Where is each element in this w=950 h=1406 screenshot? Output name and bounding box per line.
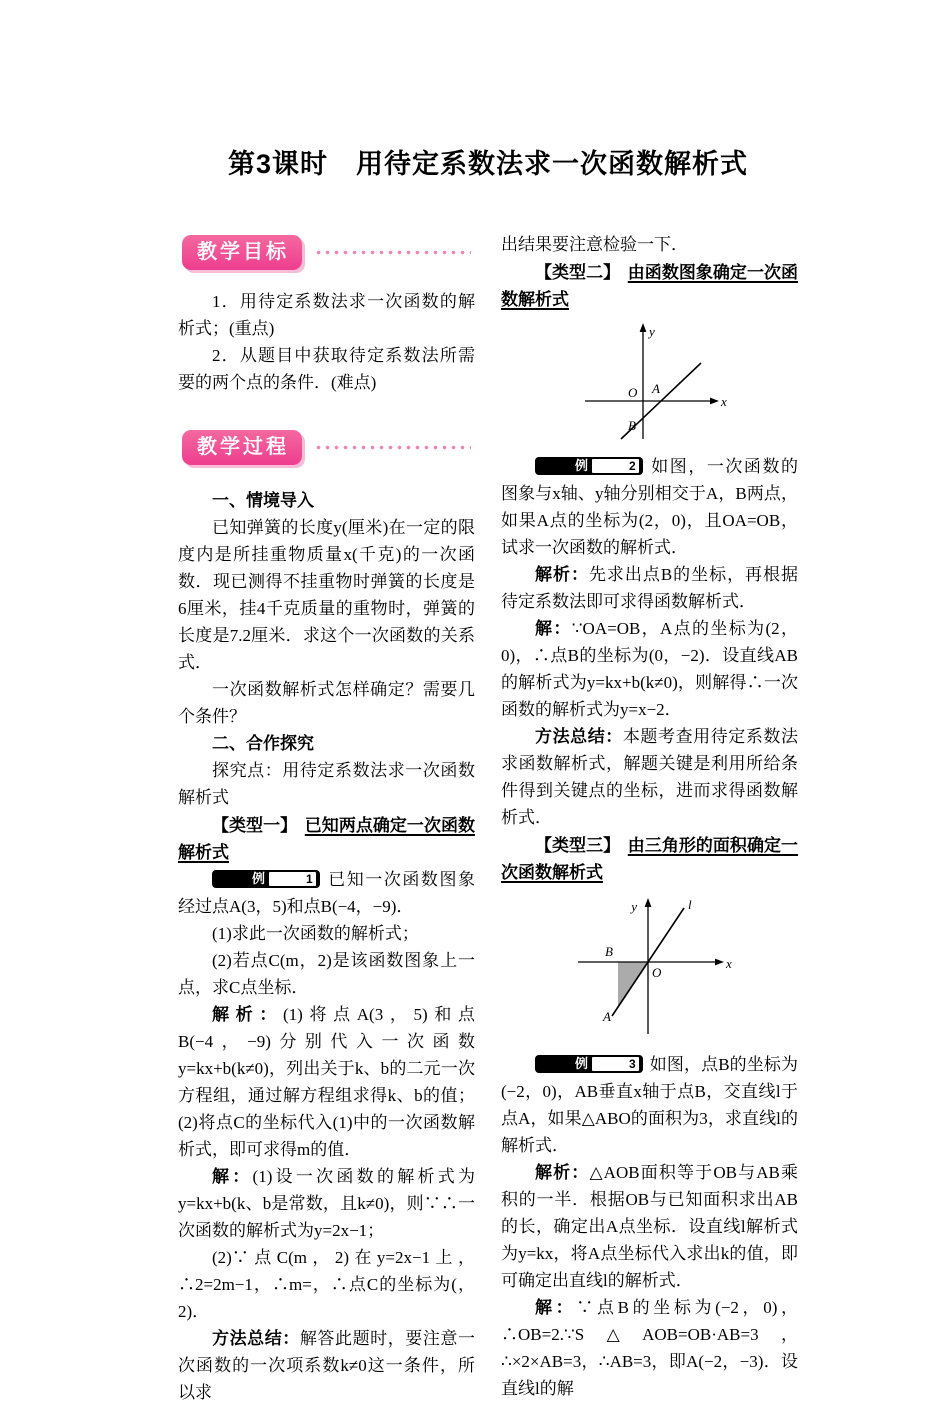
- example1-paragraph: [178, 866, 475, 920]
- dotted-rule: [314, 250, 471, 255]
- analysis2-paragraph: [501, 561, 798, 615]
- type2-title: 由函数图象确定一次函数解析式: [501, 263, 799, 309]
- type2-coordinate-graph: [501, 319, 798, 449]
- summary2-text: 本题考查用待定系数法求函数解析式，解题关键是利用所给条件得到关键点的坐标，进而求得函数解析式．: [501, 727, 799, 827]
- y-axis-arrow-icon: [644, 898, 651, 907]
- solution1-paragraph: [178, 1163, 475, 1244]
- analysis2-text: 先求出点B的坐标，再根据待定系数法即可求得函数解析式．: [501, 565, 799, 611]
- example1-text: 已知一次函数图象经过点A(3，5)和点B(−4，−9)．: [178, 870, 475, 916]
- analysis3-text: △AOB面积等于OB与AB乘积的一半．根据OB与已知面积求出AB的长，确定出A点坐标．设直线l解析式为y=kx，将A点坐标代入求出k的值，即可确定出直线l的解析式．: [501, 1163, 798, 1290]
- type3-title: 由三角形的面积确定一次函数解析式: [501, 836, 799, 882]
- teaching-process-header: [182, 430, 475, 465]
- solution-label: 解：: [212, 1167, 253, 1186]
- type2-header: [501, 259, 798, 313]
- solution3-paragraph: [501, 1294, 798, 1402]
- example3-paragraph: [501, 1051, 798, 1159]
- type3-header: [501, 832, 798, 886]
- example-badge-label: 例: [575, 1056, 589, 1071]
- method-summary-label: 方法总结：: [535, 727, 623, 746]
- solution3-text: ∵点B的坐标为(−2，0)，∴OB=2.∵S△AOB=OB·AB=3，∴×2×AB=3，∴AB=3，即A(−2，−3)．设直线l的解: [501, 1298, 799, 1398]
- origin-label: O: [627, 385, 637, 400]
- y-axis-arrow-icon: [639, 323, 646, 332]
- intro-paragraph-2: 一次函数解析式怎样确定？需要几个条件？: [178, 680, 475, 726]
- summary2-paragraph: [501, 723, 798, 831]
- point-a-label: A: [651, 381, 660, 396]
- teaching-goal-badge: 教学目标: [182, 235, 302, 270]
- solution2-paragraph: [501, 615, 798, 723]
- example-badge-number: 3: [592, 1057, 639, 1071]
- example3-text: 如图，点B的坐标为(−2，0)，AB垂直x轴于点B，交直线l于点A，如果△ABO的面积为3，求直线l的解析式．: [501, 1055, 798, 1155]
- origin-label: O: [651, 965, 661, 980]
- section-intro-heading: 一、情境导入: [212, 491, 314, 510]
- solution-label: 解：: [535, 1298, 577, 1317]
- intro-paragraph-1: 已知弹簧的长度y(厘米)在一定的限度内是所挂重物质量x(千克)的一次函数．现已测得不挂重物时弹簧的长度是6厘米，挂4千克质量的重物时，弹簧的长度是7.2厘米．求这个一次函数的关系式．: [178, 518, 475, 672]
- left-column: [178, 231, 475, 1406]
- example1-badge: [212, 870, 320, 888]
- type2-tag: 【类型二】: [535, 263, 621, 282]
- solution2-text: ∵OA=OB，A点的坐标为(2，0)，∴点B的坐标为(0，−2)．设直线AB的解析式为y=kx+b(k≠0)，则解得∴一次函数的解析式为y=x−2．: [501, 619, 799, 719]
- example-badge-label: 例: [252, 871, 266, 886]
- analysis1-paragraph: [178, 1001, 475, 1163]
- analysis-label: 解析：: [535, 565, 589, 584]
- teaching-goal-header: [182, 235, 475, 270]
- dotted-rule: [314, 445, 471, 450]
- x-axis-arrow-icon: [710, 398, 719, 405]
- analysis-label: 解析：: [535, 1163, 590, 1182]
- example3-badge: [535, 1055, 643, 1073]
- solution1-text: (1)设一次函数的解析式为y=kx+b(k、b是常数，且k≠0)，则∵∴一次函数的解析式为y=2x−1；: [178, 1167, 475, 1240]
- example2-badge: [535, 457, 643, 475]
- page-title: 第3课时 用待定系数法求一次函数解析式: [227, 149, 748, 179]
- summary1-paragraph: [178, 1325, 475, 1406]
- graph2-svg: [560, 892, 740, 1042]
- point-b-label: B: [627, 418, 636, 433]
- graph1-svg: [565, 319, 735, 444]
- teaching-process-badge: 教学过程: [182, 430, 302, 465]
- right-column: [501, 231, 798, 1402]
- type1-header: [178, 812, 475, 866]
- solution-label: 解：: [535, 619, 572, 638]
- continuation-text: 出结果要注意检验一下．: [501, 235, 688, 254]
- point-a-label: A: [602, 1009, 611, 1024]
- line-l-label: l: [687, 897, 692, 912]
- y-axis-label: y: [648, 324, 655, 339]
- explore-point: 探究点：用待定系数法求一次函数解析式: [178, 761, 475, 807]
- example-badge-number: 1: [269, 872, 316, 886]
- x-axis-label: x: [720, 394, 727, 409]
- point-b-label: B: [604, 944, 613, 959]
- two-column-layout: [178, 231, 798, 1406]
- example1-question-1: (1)求此一次函数的解析式；: [212, 924, 419, 943]
- example1-question-2: (2)若点C(m，2)是该函数图象上一点，求C点坐标．: [178, 951, 475, 997]
- example-badge-number: 2: [592, 459, 639, 473]
- analysis3-paragraph: [501, 1159, 798, 1294]
- example2-paragraph: [501, 453, 798, 561]
- x-axis-label: x: [725, 956, 732, 971]
- solution1-part2: (2)∵点C(m，2)在y=2x−1上，∴2=2m−1，∴m=，∴点C的坐标为(，2)．: [178, 1248, 475, 1321]
- goal-item-1: 1．用待定系数法求一次函数的解析式；(重点): [178, 292, 475, 338]
- type3-tag: 【类型三】: [535, 836, 621, 855]
- section-explore-heading: 二、合作探究: [212, 734, 314, 753]
- type1-title: 已知两点确定一次函数解析式: [178, 816, 476, 862]
- analysis1-text: (1)将点A(3，5)和点B(−4，−9)分别代入一次函数y=kx+b(k≠0)，列出关于k、b的二元一次方程组，通过解方程组求得k、b的值；(2)将点C的坐标代入(1)中的一次函数解析式，即可求得m的值．: [178, 1005, 476, 1159]
- summary1-text: 解答此题时，要注意一次函数的一次项系数k≠0这一条件，所以求: [178, 1329, 476, 1402]
- goal-item-2: 2．从题目中获取待定系数法所需要的两个点的条件．(难点): [178, 346, 475, 392]
- type3-coordinate-graph: [501, 892, 798, 1047]
- x-axis-arrow-icon: [715, 959, 724, 966]
- type1-tag: 【类型一】: [212, 816, 298, 835]
- y-axis-label: y: [630, 899, 637, 914]
- example-badge-label: 例: [575, 458, 589, 473]
- method-summary-label: 方法总结：: [212, 1329, 300, 1348]
- analysis-label: 解析：: [212, 1005, 283, 1024]
- example2-text: 如图，一次函数的图象与x轴、y轴分别相交于A，B两点，如果A点的坐标为(2，0)，且OA=OB，试求一次函数的解析式．: [501, 457, 798, 557]
